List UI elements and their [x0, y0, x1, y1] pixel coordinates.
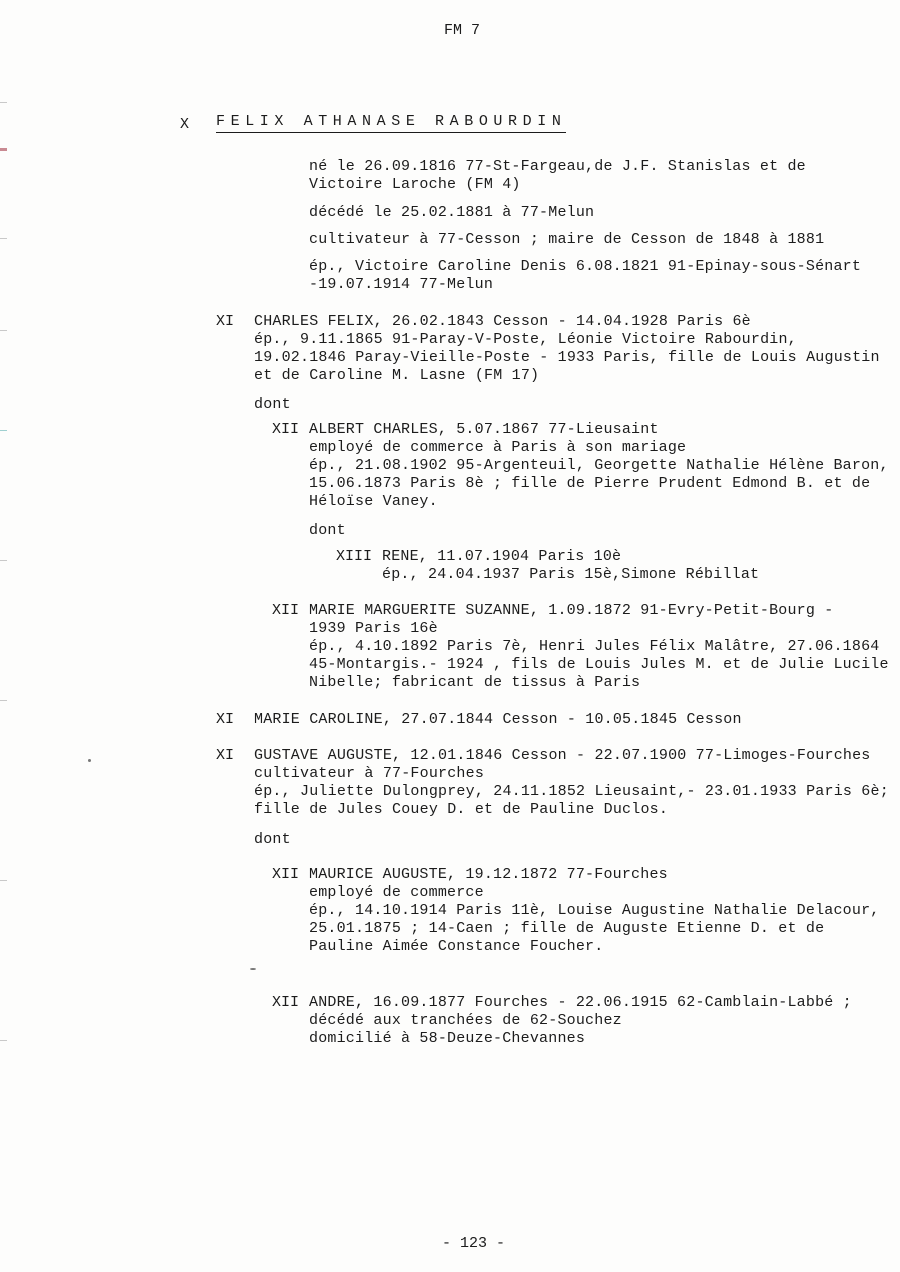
text-line: fille de Jules Couey D. et de Pauline Duclos. [254, 801, 669, 818]
generation-label: XIII [336, 548, 373, 565]
text-line: 1939 Paris 16è [309, 620, 438, 637]
text-line: ép., 14.10.1914 Paris 11è, Louise Augustine Nathalie Delacour, [309, 902, 880, 919]
text-line: décédé le 25.02.1881 à 77-Melun [309, 204, 595, 221]
text-line: employé de commerce à Paris à son mariage [309, 439, 687, 456]
text-line: employé de commerce [309, 884, 484, 901]
text-line: Héloïse Vaney. [309, 493, 438, 510]
text-line: ANDRE, 16.09.1877 Fourches - 22.06.1915 62-Camblain-Labbé ; [309, 994, 852, 1011]
text-line: domicilié à 58-Deuze-Chevannes [309, 1030, 586, 1047]
text-line: ép., 24.04.1937 Paris 15è,Simone Rébillat [382, 566, 760, 583]
text-line: 45-Montargis.- 1924 , fils de Louis Jules M. et de Julie Lucile [309, 656, 889, 673]
text-line: ALBERT CHARLES, 5.07.1867 77-Lieusaint [309, 421, 659, 438]
text-line: 15.06.1873 Paris 8è ; fille de Pierre Prudent Edmond B. et de [309, 475, 871, 492]
text-line: Pauline Aimée Constance Foucher. [309, 938, 604, 955]
text-line: GUSTAVE AUGUSTE, 12.01.1846 Cesson - 22.07.1900 77-Limoges-Fourches [254, 747, 871, 764]
scan-speck [250, 968, 256, 970]
generation-label: XI [216, 313, 235, 330]
text-line: cultivateur à 77-Cesson ; maire de Cesson de 1848 à 1881 [309, 231, 825, 248]
text-line: RENE, 11.07.1904 Paris 10è [382, 548, 622, 565]
scan-mark [0, 880, 7, 881]
text-line: cultivateur à 77-Fourches [254, 765, 485, 782]
scan-speck [88, 759, 91, 762]
page-reference: FM 7 [444, 22, 481, 39]
text-line: né le 26.09.1816 77-St-Fargeau,de J.F. Stanislas et de [309, 158, 806, 175]
text-line: ép., Juliette Dulongprey, 24.11.1852 Lieusaint,- 23.01.1933 Paris 6è; [254, 783, 889, 800]
text-line: Victoire Laroche (FM 4) [309, 176, 521, 193]
scan-mark [0, 560, 7, 561]
scan-mark [0, 430, 7, 431]
generation-label: X [180, 116, 190, 133]
scan-mark [0, 238, 7, 239]
scan-mark [0, 102, 7, 103]
generation-label: XII [272, 421, 300, 438]
text-line: MARIE CAROLINE, 27.07.1844 Cesson - 10.05.1845 Cesson [254, 711, 742, 728]
text-line: MARIE MARGUERITE SUZANNE, 1.09.1872 91-Evry-Petit-Bourg - [309, 602, 834, 619]
generation-label: XI [216, 747, 235, 764]
scan-mark [0, 700, 7, 701]
text-line: ép., 9.11.1865 91-Paray-V-Poste, Léonie Victoire Rabourdin, [254, 331, 797, 348]
text-line: ép., 21.08.1902 95-Argenteuil, Georgette Nathalie Hélène Baron, [309, 457, 889, 474]
scan-mark [0, 1040, 7, 1041]
dont-label: dont [309, 522, 346, 539]
text-line: décédé aux tranchées de 62-Souchez [309, 1012, 622, 1029]
page-title: FELIX ATHANASE RABOURDIN [216, 113, 566, 133]
text-line: CHARLES FELIX, 26.02.1843 Cesson - 14.04.1928 Paris 6è [254, 313, 751, 330]
dont-label: dont [254, 831, 291, 848]
generation-label: XI [216, 711, 235, 728]
text-line: ép., Victoire Caroline Denis 6.08.1821 91-Epinay-sous-Sénart [309, 258, 862, 275]
scan-mark [0, 148, 7, 151]
generation-label: XII [272, 866, 300, 883]
text-line: Nibelle; fabricant de tissus à Paris [309, 674, 641, 691]
text-line: et de Caroline M. Lasne (FM 17) [254, 367, 540, 384]
dont-label: dont [254, 396, 291, 413]
text-line: ép., 4.10.1892 Paris 7è, Henri Jules Félix Malâtre, 27.06.1864 [309, 638, 880, 655]
text-line: 19.02.1846 Paray-Vieille-Poste - 1933 Paris, fille de Louis Augustin [254, 349, 880, 366]
generation-label: XII [272, 994, 300, 1011]
generation-label: XII [272, 602, 300, 619]
scan-mark [0, 330, 7, 331]
text-line: -19.07.1914 77-Melun [309, 276, 494, 293]
page-number: - 123 - [442, 1235, 506, 1252]
text-line: 25.01.1875 ; 14-Caen ; fille de Auguste Etienne D. et de [309, 920, 825, 937]
text-line: MAURICE AUGUSTE, 19.12.1872 77-Fourches [309, 866, 668, 883]
